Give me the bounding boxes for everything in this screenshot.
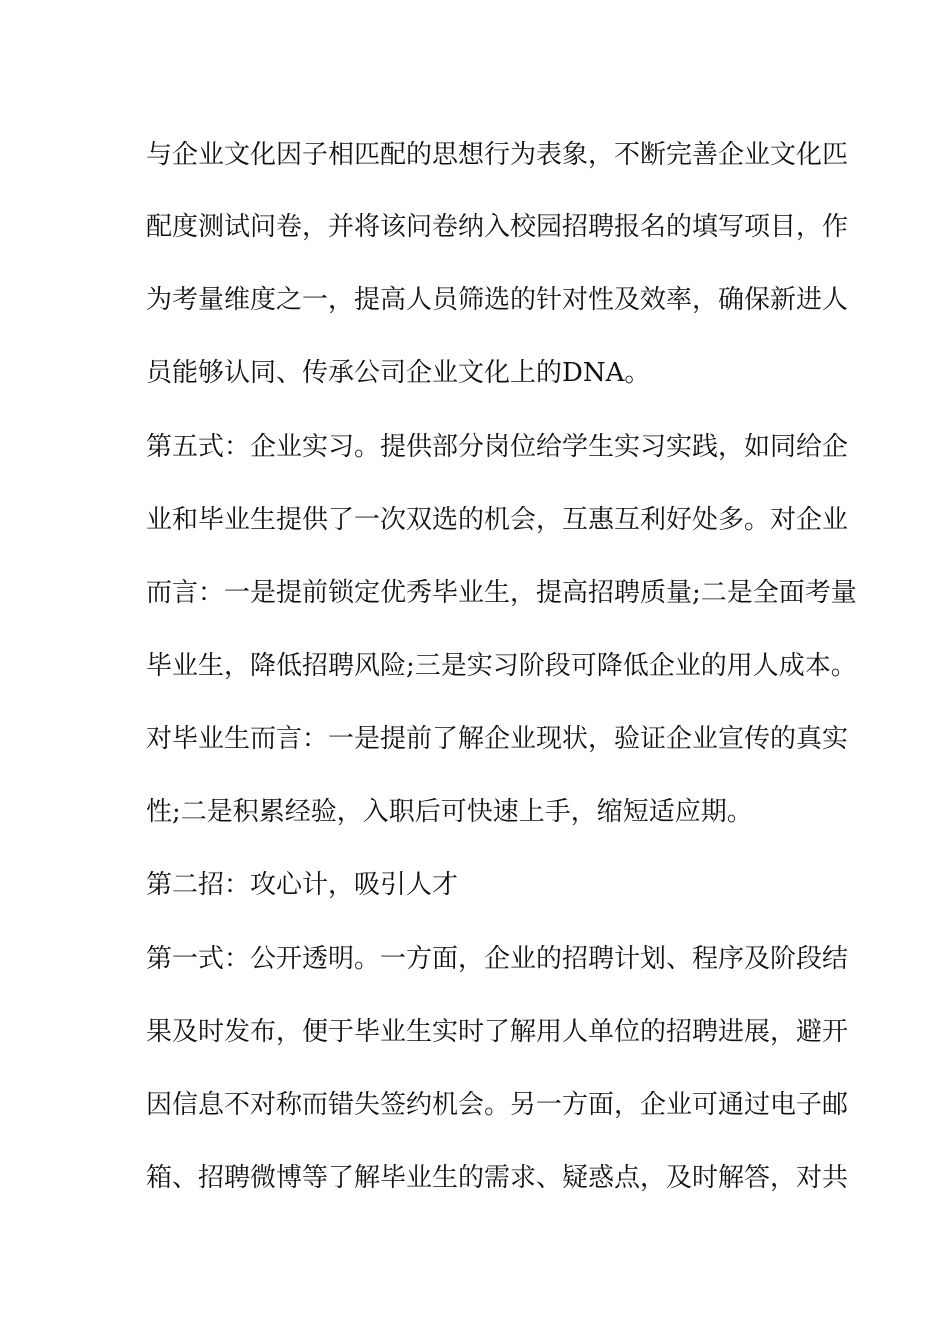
text-line: 与企业文化因子相匹配的思想行为表象，不断完善企业文化匹 bbox=[146, 140, 849, 170]
text-line: 箱、招聘微博等了解毕业生的需求、疑惑点，及时解答，对共 bbox=[146, 1163, 849, 1193]
text-line: 第五式：企业实习。提供部分岗位给学生实习实践，如同给企 bbox=[146, 432, 849, 462]
text-line: 因信息不对称而错失签约机会。另一方面，企业可通过电子邮 bbox=[146, 1090, 849, 1120]
text-line: 业和毕业生提供了一次双选的机会，互惠互利好处多。对企业 bbox=[146, 505, 849, 535]
text-line: 为考量维度之一，提高人员筛选的针对性及效率，确保新进人 bbox=[146, 285, 849, 315]
text-line: 毕业生，降低招聘风险;三是实习阶段可降低企业的用人成本。 bbox=[146, 651, 857, 681]
section-heading: 第二招：攻心计，吸引人才 bbox=[146, 870, 459, 900]
text-line: 配度测试问卷，并将该问卷纳入校园招聘报名的填写项目，作 bbox=[146, 212, 849, 242]
text-line: 性;二是积累经验，入职后可快速上手，缩短适应期。 bbox=[146, 797, 753, 827]
text-line: 员能够认同、传承公司企业文化上的DNA。 bbox=[146, 358, 651, 388]
text-line: 对毕业生而言：一是提前了解企业现状，验证企业宣传的真实 bbox=[146, 724, 849, 754]
text-line: 第一式：公开透明。一方面，企业的招聘计划、程序及阶段结 bbox=[146, 944, 849, 974]
text-line: 果及时发布，便于毕业生实时了解用人单位的招聘进展，避开 bbox=[146, 1017, 849, 1047]
text-line: 而言：一是提前锁定优秀毕业生，提高招聘质量;二是全面考量 bbox=[146, 578, 857, 608]
